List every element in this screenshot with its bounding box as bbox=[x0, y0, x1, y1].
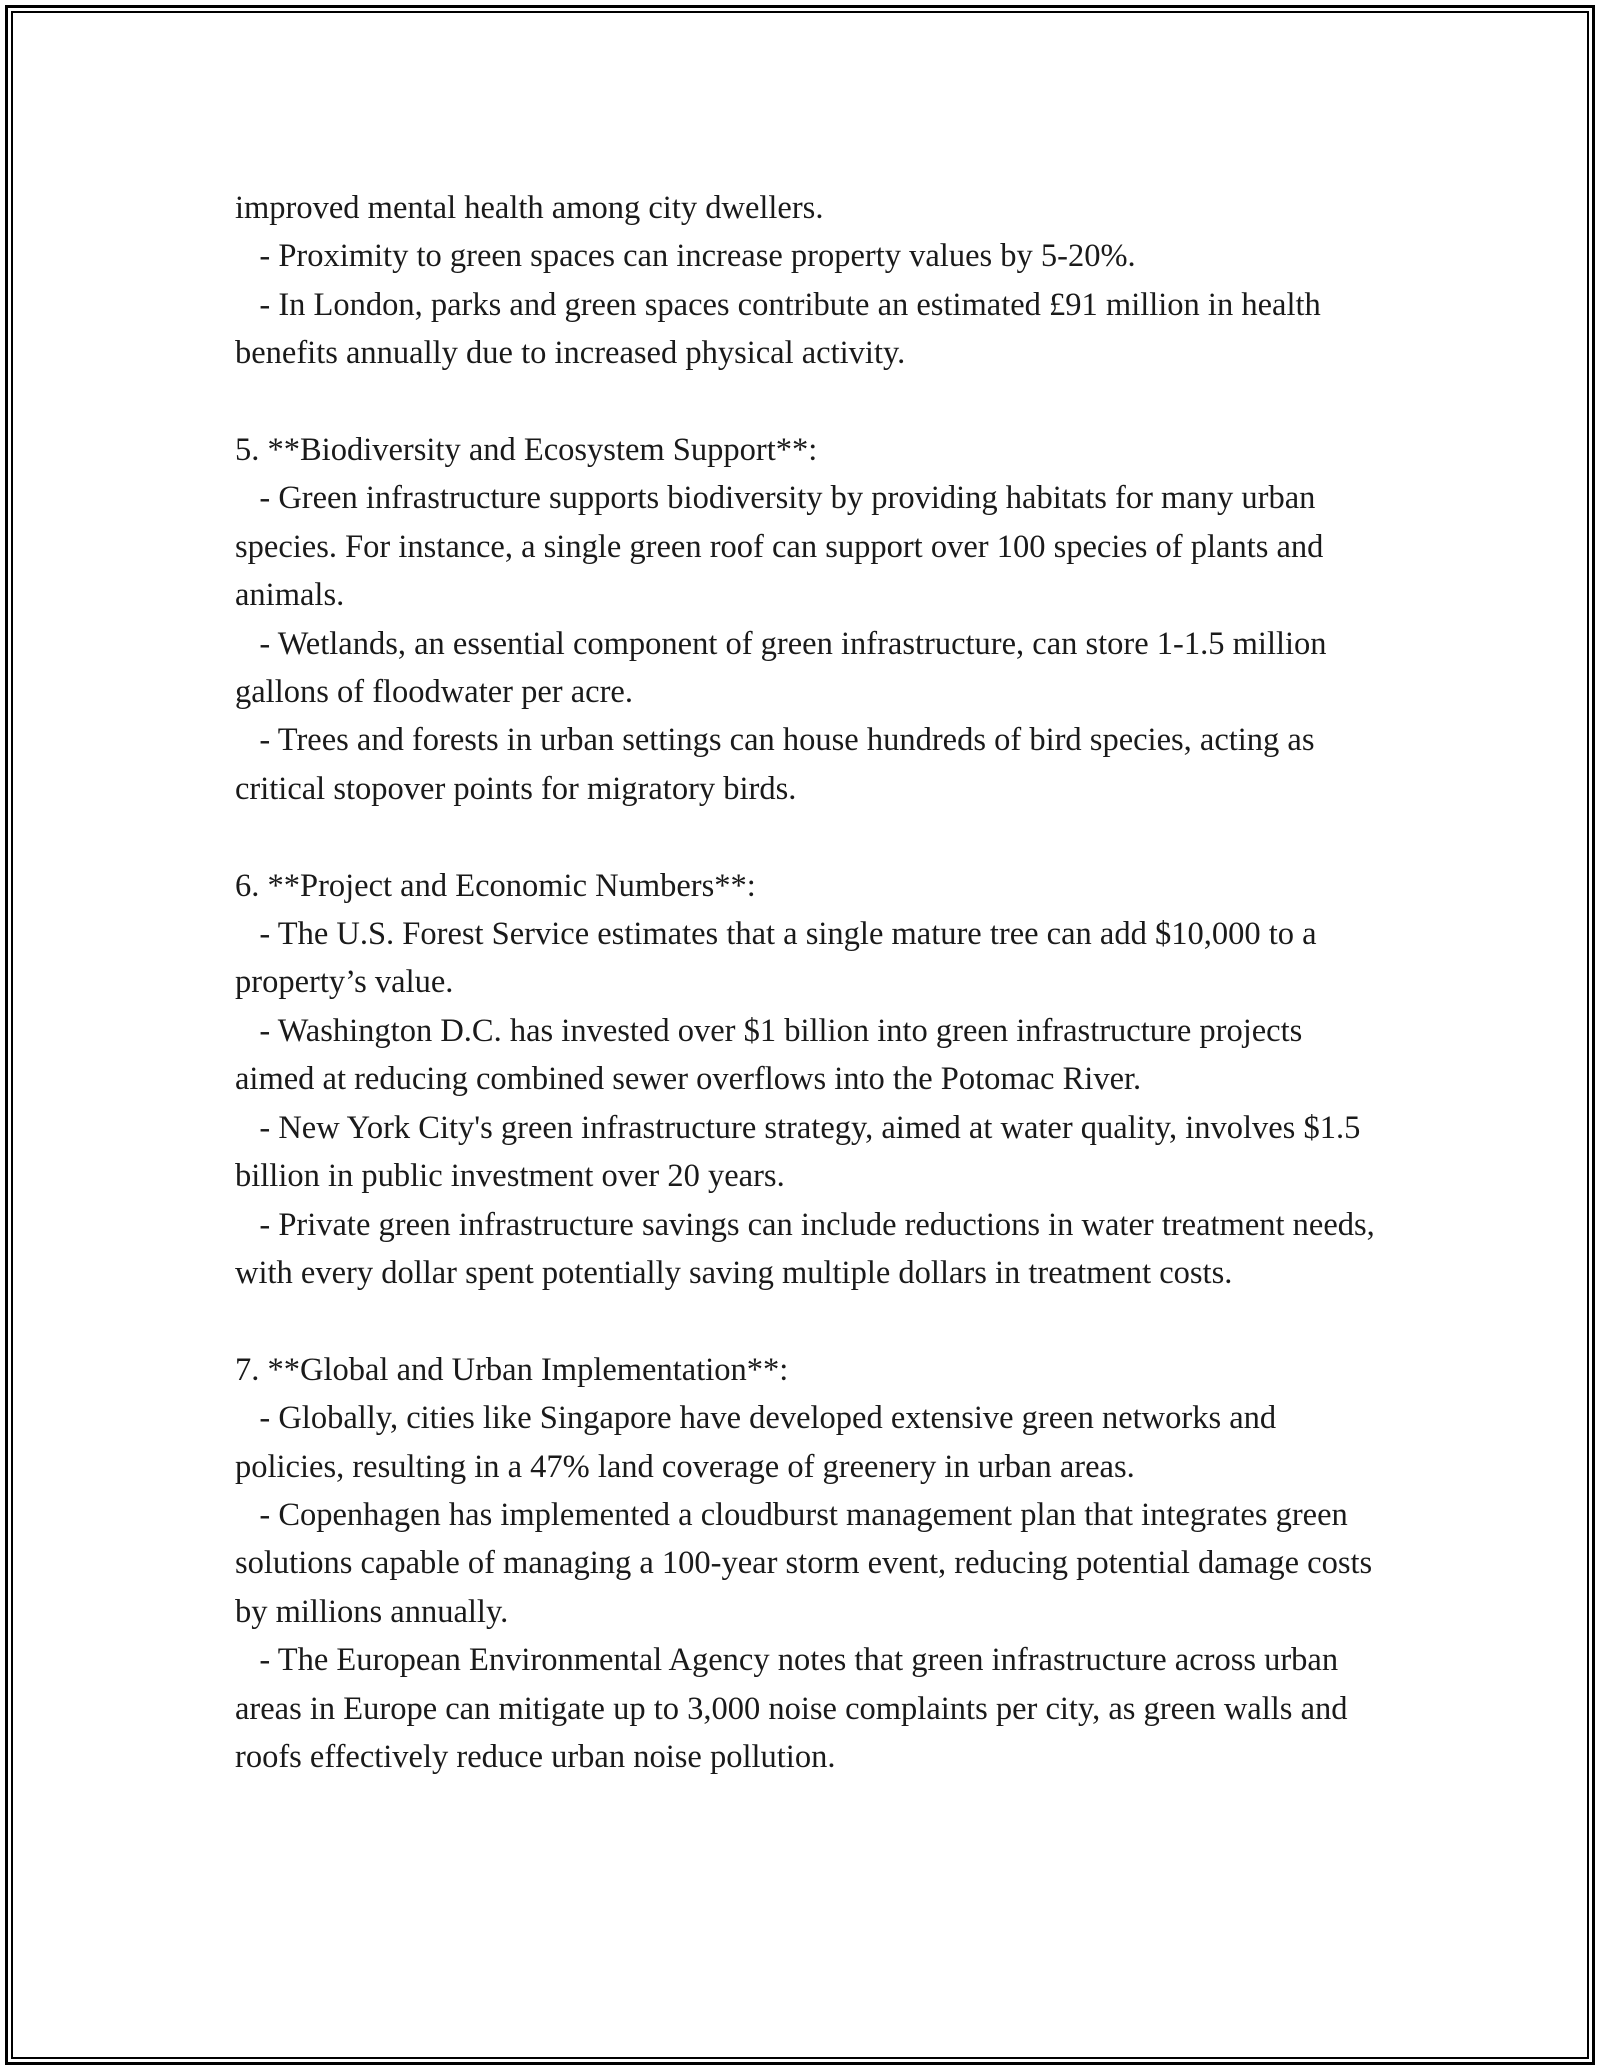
bullet-new-york: - New York City's green infrastructure strategy, aimed at water quality, involves $1.5 billion in public investment over 20 years. bbox=[235, 1109, 1369, 1195]
section-heading-global: 7. **Global and Urban Implementation**: bbox=[235, 1351, 789, 1388]
bullet-london-parks: - In London, parks and green spaces contribute an estimated £91 million in health benefits annually due to increased physical activity. bbox=[235, 286, 1329, 372]
section-heading-economic: 6. **Project and Economic Numbers**: bbox=[235, 867, 756, 904]
paragraph-spacer bbox=[235, 813, 1380, 861]
bullet-singapore: - Globally, cities like Singapore have developed extensive green networks and policies, resulting in a 47% land coverage of greenery in urban areas. bbox=[235, 1400, 1285, 1485]
bullet-copenhagen: - Copenhagen has implemented a cloudburst management plan that integrates green solutions capable of managing a 100-year storm event, reducing potential damage costs by millions annually. bbox=[235, 1496, 1381, 1630]
bullet-trees-birds: - Trees and forests in urban settings can house hundreds of bird species, acting as critical stopover points for migratory birds. bbox=[235, 722, 1323, 807]
bullet-private-savings: - Private green infrastructure savings can include reductions in water treatment needs, with every dollar spent potentially saving multiple dollars in treatment costs. bbox=[235, 1206, 1383, 1291]
bullet-wetlands: - Wetlands, an essential component of green infrastructure, can store 1-1.5 million gallons of floodwater per acre. bbox=[235, 625, 1335, 711]
bullet-european-agency: - The European Environmental Agency notes that green infrastructure across urban areas in Europe can mitigate up to 3,000 noise complaints per city, as green walls and roofs effectively reduce urban noise pollution. bbox=[235, 1642, 1356, 1775]
document-body bbox=[235, 184, 1383, 1781]
bullet-property-values: - Proximity to green spaces can increase property values by 5-20%. bbox=[235, 238, 1136, 275]
paragraph-spacer bbox=[235, 1297, 1380, 1345]
bullet-forest-service: - The U.S. Forest Service estimates that a single mature tree can add $10,000 to a property’s value. bbox=[235, 916, 1325, 1001]
paragraph-mental-health: improved mental health among city dwellers. bbox=[235, 190, 824, 226]
bullet-washington-dc: - Washington D.C. has invested over $1 billion into green infrastructure projects aimed at reducing combined sewer overflows into the Potomac River. bbox=[235, 1012, 1311, 1098]
paragraph-spacer bbox=[235, 378, 1380, 426]
bullet-green-roof: - Green infrastructure supports biodiversity by providing habitats for many urban species. For instance, a single green roof can support over 100 species of plants and animals. bbox=[235, 480, 1332, 614]
section-heading-biodiversity: 5. **Biodiversity and Ecosystem Support**: bbox=[235, 432, 818, 469]
